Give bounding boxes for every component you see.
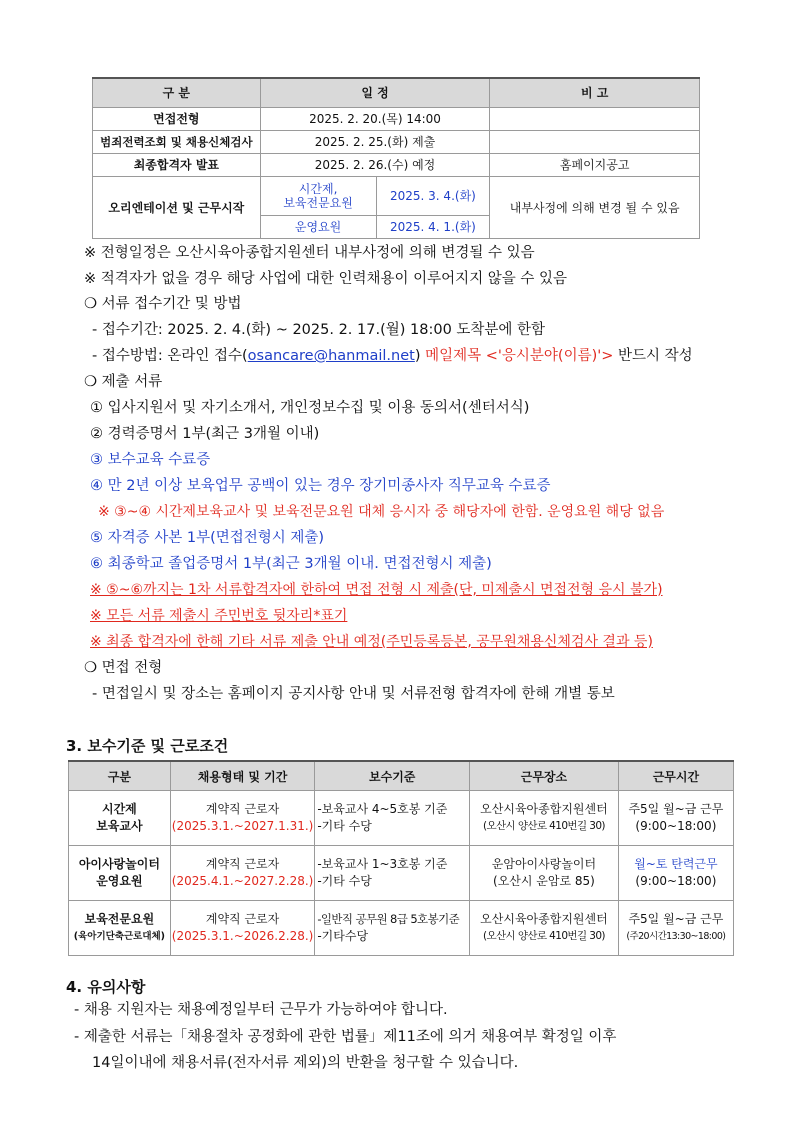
caution-line: - 제출한 서류는「채용절차 공정화에 관한 법률」제11조에 의거 채용여부 확정일 이후: [74, 1029, 617, 1045]
doc-remark: ※ ⑤~⑥까지는 1차 서류합격자에 한하여 면접 전형 시 제출(단, 미제출시 면접전형 응시 불가): [90, 582, 663, 598]
table-row: 아이사랑놀이터 운영요원 계약직 근로자 (2025.4.1.~2027.2.28.) -보육교사 1~3호봉 기준 -기타 수당 운암아이사랑놀이터 (오산시 운암로 85) 월~토 탄력근무 (9:00~18:00): [69, 846, 734, 901]
note-schedule-change: ※ 전형일정은 오산시육아종합지원센터 내부사정에 의해 변경될 수 있음: [84, 245, 535, 261]
schedule-header-category: 구 분: [93, 78, 261, 108]
table-row: 보육전문요원 (육아기단축근로대체) 계약직 근로자 (2025.3.1.~2026.2.28.) -일반직 공무원 8급 5호봉기준 -기타수당 오산시육아종합지원센터 (오산시 양산로 410번길 30) 주5일 월~금 근무 (주20시간13:30~18:00): [69, 901, 734, 956]
receipt-period: - 접수기간: 2025. 2. 4.(화) ~ 2025. 2. 17.(월) 18:00 도착분에 한함: [92, 322, 546, 338]
caution-line: 14일이내에 채용서류(전자서류 제외)의 반환을 청구할 수 있습니다.: [92, 1055, 519, 1071]
doc-remark: ※ 모든 서류 제출시 주민번호 뒷자리*표기: [90, 608, 348, 624]
section-title: 3. 보수기준 및 근로조건: [66, 737, 229, 755]
schedule-row-orientation-2: 운영요원 2025. 4. 1.(화): [93, 216, 700, 239]
schedule-header-date: 일 정: [260, 78, 490, 108]
doc-item: ② 경력증명서 1부(최근 3개월 이내): [90, 426, 320, 442]
receipt-title: ❍ 서류 접수기간 및 방법: [84, 296, 242, 312]
doc-item: ⑥ 최종학교 졸업증명서 1부(최근 3개월 이내. 면접전형시 제출): [90, 556, 492, 572]
docs-title: ❍ 제출 서류: [84, 374, 163, 390]
table-row: 시간제 보육교사 계약직 근로자 (2025.3.1.~2027.1.31.) -보육교사 4~5호봉 기준 -기타 수당 오산시육아종합지원센터 (오산시 양산로 410번길 30) 주5일 월~금 근무 (9:00~18:00): [69, 791, 734, 846]
schedule-header-note: 비 고: [490, 78, 700, 108]
mail-subject-note: 메일제목 <'응시분야(이름)'>: [425, 348, 614, 364]
doc-note: ※ ③~④ 시간제보육교사 및 보육전문요원 대체 응시자 중 해당자에 한함. 운영요원 해당 없음: [98, 504, 665, 520]
email-link[interactable]: osancare@hanmail.net: [247, 348, 415, 364]
schedule-row: 최종합격자 발표 2025. 2. 26.(수) 예정 홈페이지공고: [93, 154, 700, 177]
doc-item: ① 입사지원서 및 자기소개서, 개인정보수집 및 이용 동의서(센터서식): [90, 400, 530, 416]
doc-item: ④ 만 2년 이상 보육업무 공백이 있는 경우 장기미종사자 직무교육 수료증: [90, 478, 551, 494]
receipt-method: - 접수방법: 온라인 접수(osancare@hanmail.net) 메일제목 <'응시분야(이름)'> 반드시 작성: [92, 348, 693, 364]
doc-remark: ※ 최종 합격자에 한해 기타 서류 제출 안내 예정(주민등록등본, 공무원채용신체검사 결과 등): [90, 634, 653, 650]
schedule-table: [92, 77, 700, 239]
doc-item: ⑤ 자격증 사본 1부(면접전형시 제출): [90, 530, 325, 546]
interview-title: ❍ 면접 전형: [84, 660, 163, 676]
schedule-row-orientation: 오리엔테이션 및 근무시작 시간제, 보육전문요원 2025. 3. 4.(화) 내부사정에 의해 변경 될 수 있음: [93, 177, 700, 216]
note-no-candidate: ※ 적격자가 없을 경우 해당 사업에 대한 인력채용이 이루어지지 않을 수 있음: [84, 271, 568, 287]
pay-table: 구분 채용형태 및 기간 보수기준 근무장소 근무시간 시간제 보육교사 계약직 근로자 (2025.3.1.~2027.1.31.) -보육교사 4~5호봉 기준 -기타 수당 오산시육아종합지원센터 (오산시 양산로 410번길 30) 주5일 월~금 근무 (9:00~18:00) 아이사랑놀이터 운영요원 계약직 근로자 (2025.4.1.~2027.2.28.) -보육교사 1~3호봉 기준 -기타 수당 운암아이사랑놀이터 (오산시 운암로 85) 월~토 탄력근무 (9:00~18:00) 보육전문요원 (육아기단축근로대체) 계약직 근로자 (2025.3.1.~2026.2.28.) -일반직 공무원 8급 5호봉기준 -기타수당 오산시육아종합지원센터 (오산시 양산로 410번길 30) 주5일 월~금 근무 (주20시간13:30~18:00): [68, 760, 734, 956]
schedule-row: 면접전형 2025. 2. 20.(목) 14:00: [93, 108, 700, 131]
schedule-row: 범죄전력조회 및 채용신체검사 2025. 2. 25.(화) 제출: [93, 131, 700, 154]
section-title: 4. 유의사항: [66, 978, 146, 996]
caution-line: - 채용 지원자는 채용예정일부터 근무가 가능하여야 합니다.: [74, 1002, 448, 1018]
doc-item: ③ 보수교육 수료증: [90, 452, 211, 468]
interview-notice: - 면접일시 및 장소는 홈페이지 공지사항 안내 및 서류전형 합격자에 한해 개별 통보: [92, 686, 615, 702]
